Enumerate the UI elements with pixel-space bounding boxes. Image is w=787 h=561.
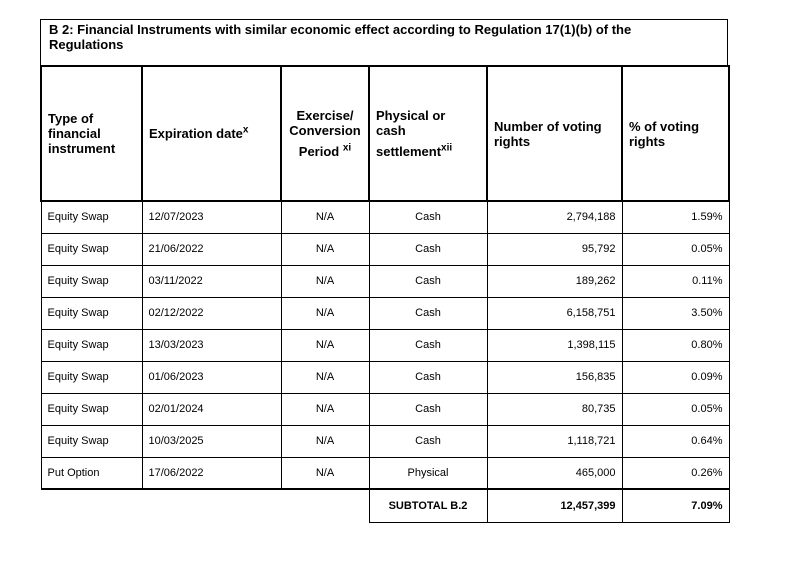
cell-pct-voting: 0.11% (622, 265, 729, 297)
cell-type: Equity Swap (41, 361, 142, 393)
cell-pct-voting: 0.05% (622, 393, 729, 425)
cell-pct-voting: 3.50% (622, 297, 729, 329)
header-pct-voting: % of voting rights (622, 66, 729, 201)
cell-settlement: Cash (369, 425, 487, 457)
cell-period: N/A (281, 201, 369, 233)
cell-settlement: Cash (369, 361, 487, 393)
table-row (41, 265, 729, 297)
cell-expiration: 21/06/2022 (142, 233, 281, 265)
cell-expiration: 13/03/2023 (142, 329, 281, 361)
cell-period: N/A (281, 329, 369, 361)
cell-voting-rights: 6,158,751 (487, 297, 622, 329)
cell-pct-voting: 0.05% (622, 233, 729, 265)
cell-pct-voting: 0.64% (622, 425, 729, 457)
cell-period: N/A (281, 425, 369, 457)
cell-expiration: 02/01/2024 (142, 393, 281, 425)
cell-type: Equity Swap (41, 233, 142, 265)
cell-voting-rights: 465,000 (487, 457, 622, 489)
cell-voting-rights: 2,794,188 (487, 201, 622, 233)
cell-period: N/A (281, 265, 369, 297)
table-row (41, 393, 729, 425)
cell-type: Equity Swap (41, 425, 142, 457)
table-row (41, 297, 729, 329)
cell-voting-rights: 189,262 (487, 265, 622, 297)
cell-settlement: Cash (369, 393, 487, 425)
cell-period: N/A (281, 297, 369, 329)
header-type: Type of financial instrument (41, 66, 142, 201)
cell-expiration: 01/06/2023 (142, 361, 281, 393)
cell-type: Equity Swap (41, 329, 142, 361)
table-row (41, 425, 729, 457)
header-settlement: Physical or cash settlement$^{xii}$ (369, 66, 487, 201)
cell-voting-rights: 1,118,721 (487, 425, 622, 457)
table-row (41, 361, 729, 393)
cell-voting-rights: 156,835 (487, 361, 622, 393)
header-voting-rights: Number of voting rights (487, 66, 622, 201)
section-title-box (40, 19, 728, 65)
subtotal-pct: 7.09% (622, 489, 729, 522)
table-row (41, 457, 729, 489)
cell-period: N/A (281, 457, 369, 489)
cell-voting-rights: 1,398,115 (487, 329, 622, 361)
table-row (41, 201, 729, 233)
cell-pct-voting: 0.26% (622, 457, 729, 489)
header-exercise-period: Exercise/ Conversion Period $^{xi}$ (281, 66, 369, 201)
cell-pct-voting: 0.80% (622, 329, 729, 361)
cell-type: Equity Swap (41, 393, 142, 425)
cell-settlement: Cash (369, 233, 487, 265)
cell-expiration: 02/12/2022 (142, 297, 281, 329)
cell-expiration: 10/03/2025 (142, 425, 281, 457)
cell-period: N/A (281, 361, 369, 393)
cell-voting-rights: 95,792 (487, 233, 622, 265)
cell-settlement: Cash (369, 329, 487, 361)
subtotal-label: SUBTOTAL B.2 (369, 489, 487, 522)
cell-period: N/A (281, 233, 369, 265)
cell-type: Equity Swap (41, 201, 142, 233)
subtotal-voting-rights: 12,457,399 (487, 489, 622, 522)
cell-expiration: 17/06/2022 (142, 457, 281, 489)
table-header-row (41, 66, 729, 201)
cell-expiration: 03/11/2022 (142, 265, 281, 297)
section-title: B 2: Financial Instruments with similar economic effect according to Regulation 17(1)(b) of the Regulations (49, 22, 632, 52)
table-row (41, 329, 729, 361)
cell-period: N/A (281, 393, 369, 425)
cell-type: Equity Swap (41, 297, 142, 329)
cell-pct-voting: 0.09% (622, 361, 729, 393)
cell-settlement: Cash (369, 265, 487, 297)
cell-settlement: Physical (369, 457, 487, 489)
cell-expiration: 12/07/2023 (142, 201, 281, 233)
cell-settlement: Cash (369, 297, 487, 329)
financial-instruments-table (40, 65, 730, 523)
subtotal-row (41, 489, 729, 522)
cell-type: Equity Swap (41, 265, 142, 297)
cell-voting-rights: 80,735 (487, 393, 622, 425)
cell-pct-voting: 1.59% (622, 201, 729, 233)
header-expiration: Expiration date$^x$ (142, 66, 281, 201)
table-row (41, 233, 729, 265)
cell-settlement: Cash (369, 201, 487, 233)
cell-type: Put Option (41, 457, 142, 489)
